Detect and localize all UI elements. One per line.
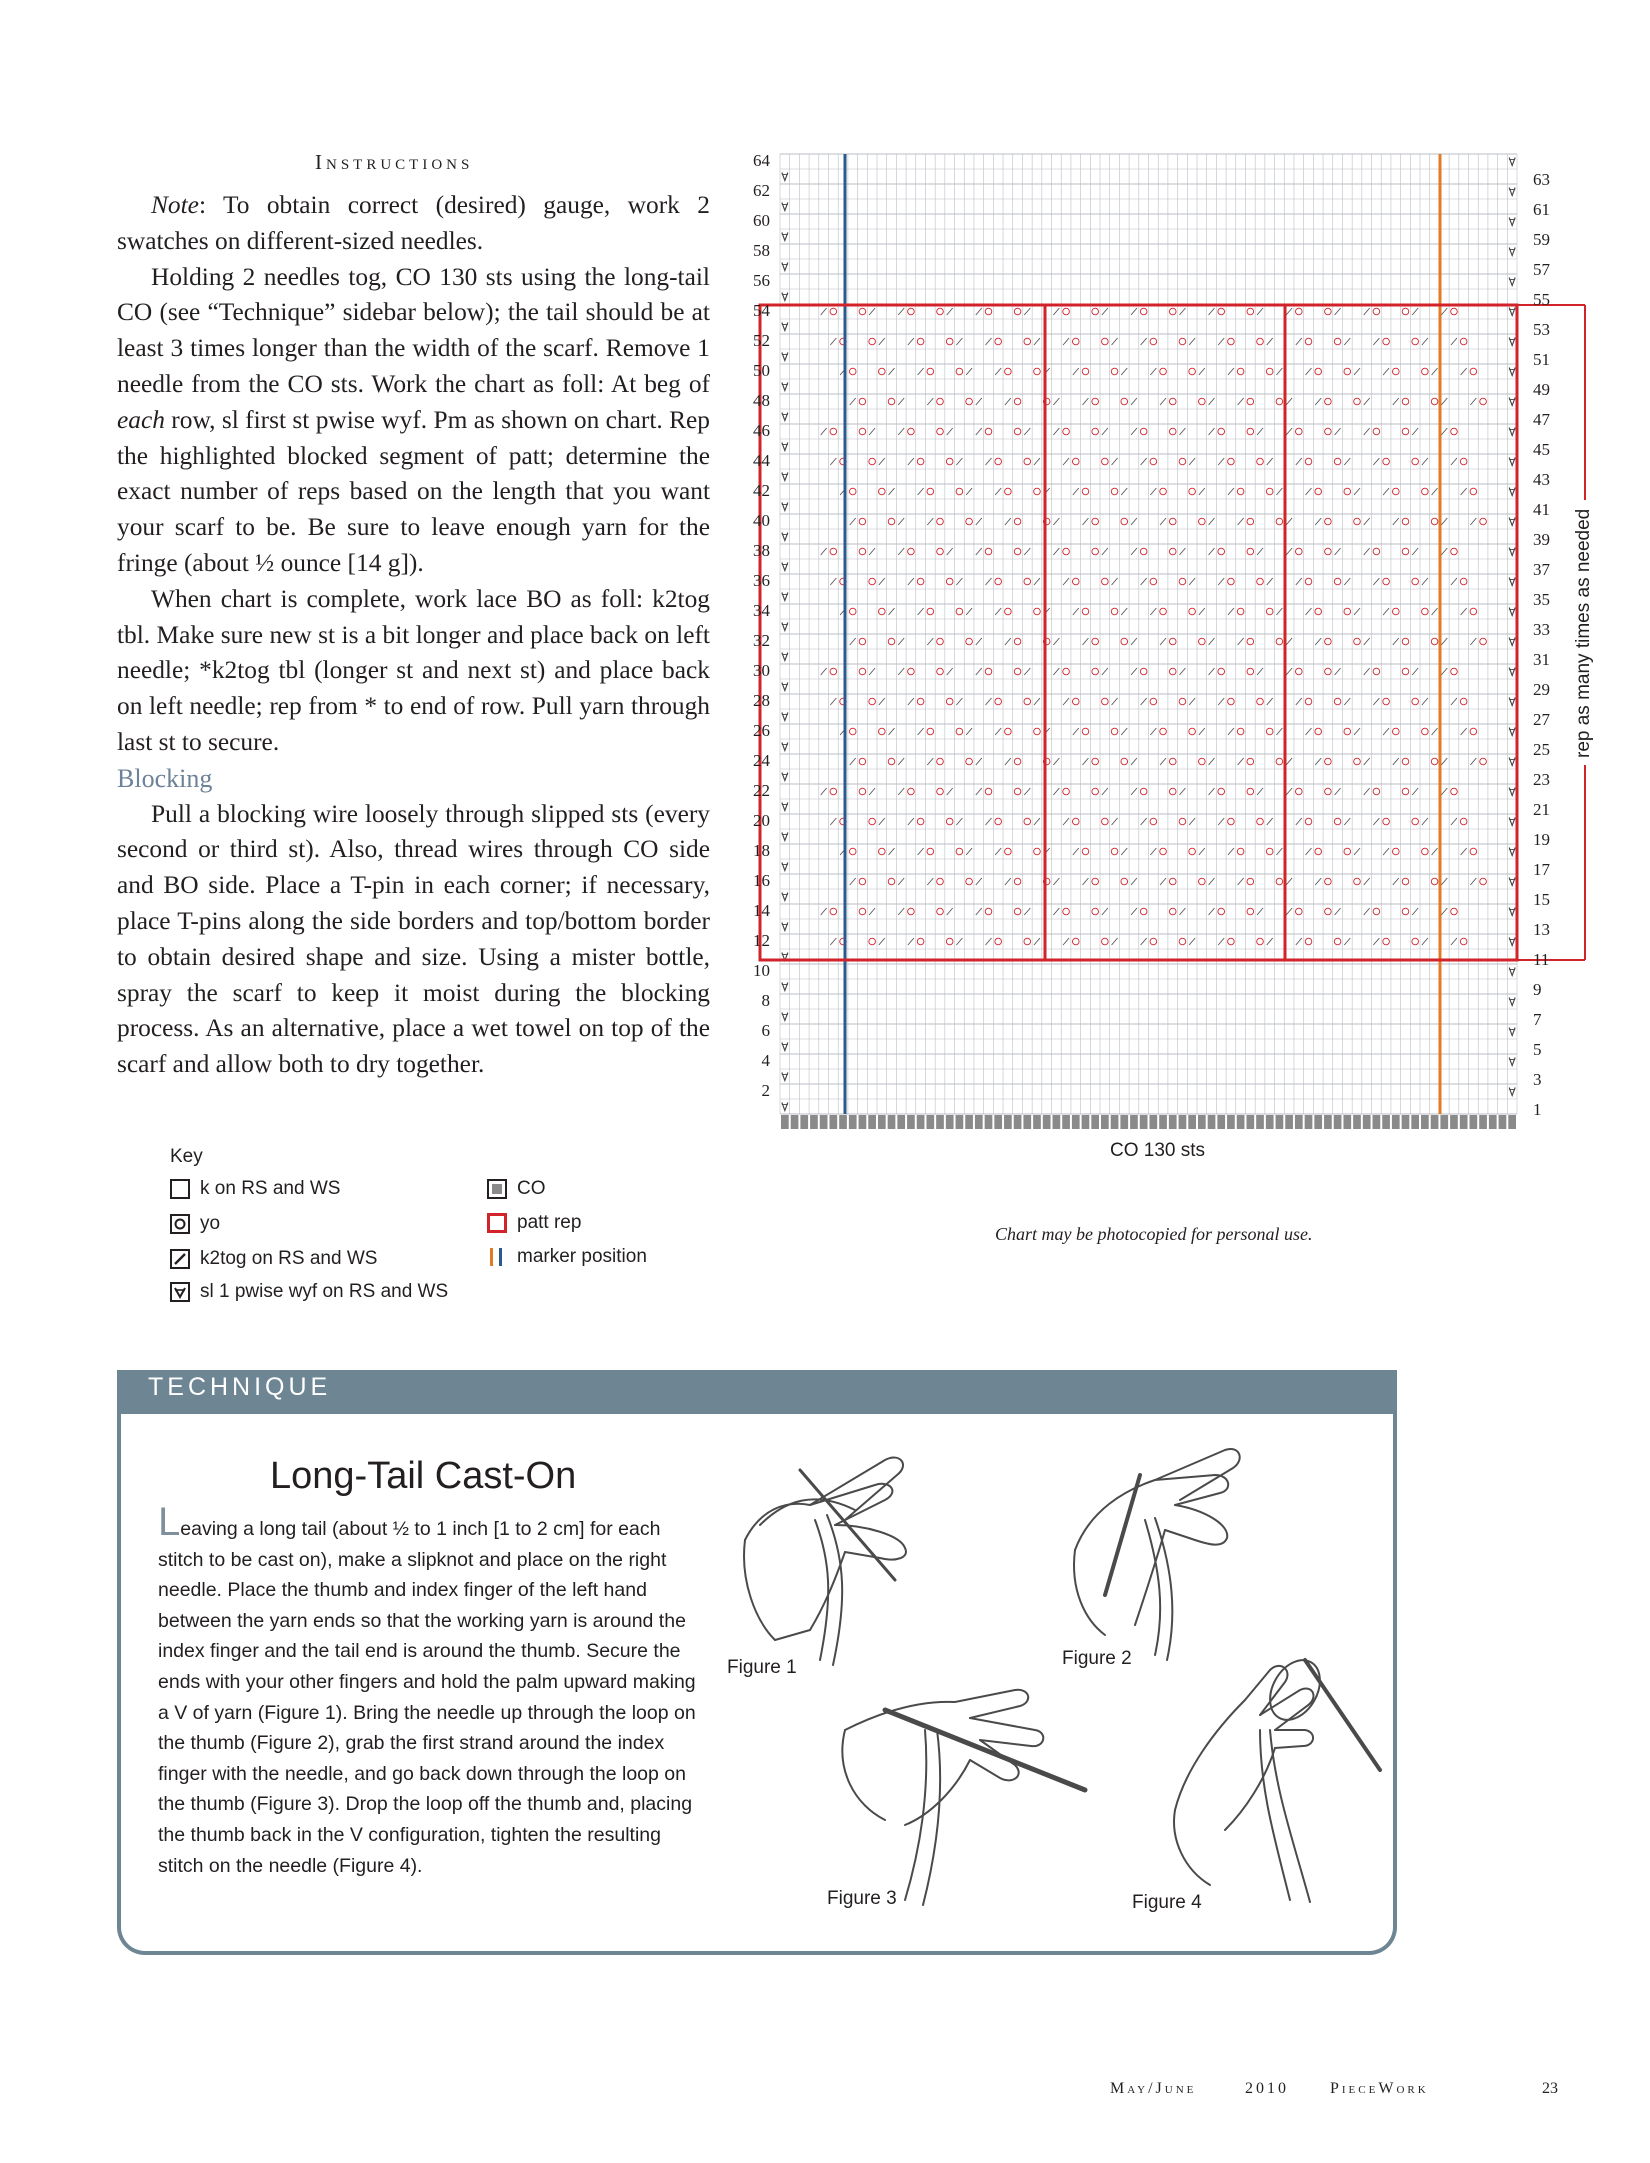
left-row-number: 36 (753, 571, 770, 590)
right-row-number: 23 (1533, 770, 1550, 789)
footer-issue: May/June (1110, 2080, 1197, 2097)
right-row-numbers (1533, 170, 1551, 1119)
key-item-knit (170, 1176, 340, 1202)
left-row-number: 24 (753, 751, 770, 770)
right-row-number: 31 (1533, 650, 1550, 669)
right-row-number: 21 (1533, 800, 1550, 819)
left-row-number: 56 (753, 271, 770, 290)
technique-band-label: TECHNIQUE (148, 1373, 332, 1401)
marker-lines-icon (487, 1247, 507, 1267)
left-row-number: 50 (753, 361, 770, 380)
left-row-number: 58 (753, 241, 770, 260)
key-label-marker: marker position (517, 1246, 647, 1267)
right-row-number: 29 (1533, 680, 1550, 699)
technique-title: Long-Tail Cast-On (270, 1455, 577, 1497)
right-row-number: 43 (1533, 470, 1550, 489)
left-row-number: 8 (761, 991, 770, 1010)
key-item-yo (170, 1211, 220, 1237)
left-row-number: 16 (753, 871, 770, 890)
right-row-number: 55 (1533, 290, 1550, 309)
cast-on-figures (715, 1430, 1375, 1940)
bind-off-paragraph: When chart is complete, work lace BO as foll: k2tog tbl. Make sure new st is a bit longer and place back on left needle; *k2tog tbl (longer st and next st) and place back on left needle; rep from * to end of row. Pull yarn through last st to secure. (117, 584, 710, 756)
cast-on-paragraph (117, 260, 710, 582)
technique-text (158, 1500, 703, 1881)
right-row-number: 33 (1533, 620, 1550, 639)
right-row-number: 47 (1533, 410, 1550, 429)
left-row-number: 26 (753, 721, 770, 740)
left-row-number: 38 (753, 541, 770, 560)
right-row-number: 27 (1533, 710, 1550, 729)
chart-caption: Chart may be photocopied for personal use. (995, 1224, 1313, 1244)
right-row-number: 3 (1533, 1070, 1542, 1089)
right-row-number: 11 (1533, 950, 1550, 969)
left-row-number: 46 (753, 421, 770, 440)
left-row-number: 10 (753, 961, 770, 980)
left-row-number: 60 (753, 211, 770, 230)
left-row-number: 40 (753, 511, 770, 530)
figure-3-label: Figure 3 (827, 1888, 897, 1909)
left-row-numbers (753, 151, 771, 1100)
co-sts-label: CO 130 sts (1110, 1140, 1206, 1161)
right-row-number: 25 (1533, 740, 1550, 759)
left-row-number: 12 (753, 931, 770, 950)
key-item-co (487, 1176, 546, 1202)
left-row-number: 34 (753, 601, 770, 620)
blocking-heading: Blocking (117, 763, 213, 793)
rep-side-label: rep as many times as needed (1573, 508, 1594, 758)
key-item-marker (487, 1244, 647, 1270)
footer-page-number: 23 (1542, 2080, 1558, 2097)
left-row-number: 64 (753, 151, 770, 170)
cast-on-text-b: row, sl first st pwise wyf. Pm as shown on chart. Rep the highlighted blocked segment of patt; determine the exact number of reps based on the length that you want your scarf to be. Be sure to leave enough yarn for the fringe (about ½ ounce [14 g]). (117, 405, 710, 577)
cast-on-text-a: Holding 2 needles tog, CO 130 sts using the long-tail CO (see “Technique” sidebar below); the tail should be at least 3 times longer than the width of the scarf. Remove 1 needle from the CO sts. Work the chart as foll: At beg of (117, 262, 710, 398)
figure-4-illustration (1174, 1651, 1380, 1902)
left-row-number: 42 (753, 481, 770, 500)
right-row-number: 57 (1533, 260, 1550, 279)
drop-cap: L (158, 1500, 181, 1544)
right-row-number: 19 (1533, 830, 1550, 849)
left-row-number: 62 (753, 181, 770, 200)
note-text: : To obtain correct (desired) gauge, work 2 swatches on different-sized needles. (117, 191, 710, 255)
figure-1-label: Figure 1 (727, 1657, 797, 1678)
right-row-number: 63 (1533, 170, 1550, 189)
figure-3-illustration (842, 1690, 1085, 1905)
figure-1-illustration (744, 1458, 906, 1665)
right-row-number: 53 (1533, 320, 1550, 339)
knitting-chart (753, 150, 1640, 1170)
left-row-number: 44 (753, 451, 770, 470)
left-row-number: 22 (753, 781, 770, 800)
key-label-k2tog: k2tog on RS and WS (200, 1248, 378, 1269)
right-row-number: 45 (1533, 440, 1550, 459)
chart-slip-column-left (782, 173, 788, 1111)
left-row-number: 18 (753, 841, 770, 860)
figure-4-label: Figure 4 (1132, 1892, 1202, 1913)
right-row-number: 13 (1533, 920, 1550, 939)
co-square-icon (487, 1179, 507, 1199)
left-row-number: 52 (753, 331, 770, 350)
left-row-number: 48 (753, 391, 770, 410)
right-row-number: 41 (1533, 500, 1550, 519)
k2tog-slash-icon (170, 1249, 190, 1269)
key-label-slip: sl 1 pwise wyf on RS and WS (200, 1281, 449, 1302)
chart-grid (780, 154, 1517, 1114)
right-row-number: 1 (1533, 1100, 1542, 1119)
key-title: Key (170, 1146, 203, 1167)
key-label-knit: k on RS and WS (200, 1178, 341, 1199)
right-row-number: 17 (1533, 860, 1550, 879)
left-row-number: 30 (753, 661, 770, 680)
footer-year: 2010 (1245, 2080, 1289, 2097)
instructions-body (117, 188, 710, 1083)
rep-box-icon (487, 1213, 507, 1233)
chart-co-row (781, 1115, 1516, 1129)
technique-body: eaving a long tail (about ½ to 1 inch [1 to 2 cm] for each stitch to be cast on), make a slipknot and place on the right needle. Place the thumb and index finger of the left hand between the yarn ends so that the working yarn is around the index finger and the tail end is around the thumb. Secure the ends with your other fingers and hold the palm upward making a V of yarn (Figure 1). Bring the needle up through the loop on the thumb (Figure 2), grab the first strand around the index finger with the needle, and go back down through the loop on the thumb (Figure 3). Drop the loop off the thumb and, placing the thumb back in the V configuration, tighten the resulting stitch on the needle (Figure 4). (158, 1518, 696, 1877)
footer-magazine: PieceWork (1330, 2080, 1429, 2097)
right-row-number: 7 (1533, 1010, 1542, 1029)
key-item-k2tog (170, 1246, 377, 1272)
left-row-number: 14 (753, 901, 770, 920)
right-row-number: 9 (1533, 980, 1542, 999)
left-row-number: 54 (753, 301, 770, 320)
patt-rep-box (760, 305, 1517, 960)
figure-2-illustration (1074, 1449, 1240, 1660)
right-row-number: 5 (1533, 1040, 1542, 1059)
right-row-number: 37 (1533, 560, 1550, 579)
instructions-heading: Instructions (315, 150, 474, 174)
figure-2-label: Figure 2 (1062, 1648, 1132, 1669)
right-row-number: 49 (1533, 380, 1550, 399)
note-paragraph (117, 188, 710, 260)
key-label-rep: patt rep (517, 1212, 582, 1233)
chart-lace-pattern (821, 308, 1487, 945)
key-label-yo: yo (200, 1213, 221, 1234)
right-row-number: 39 (1533, 530, 1550, 549)
left-row-number: 4 (761, 1051, 770, 1070)
empty-square-icon (170, 1179, 190, 1199)
right-row-number: 15 (1533, 890, 1550, 909)
right-row-number: 61 (1533, 200, 1550, 219)
note-label: Note (151, 191, 199, 219)
blocking-paragraph: Pull a blocking wire loosely through slipped sts (every second or third st). Also, thread wires through CO side and BO side. Place a T-pin in each corner; if necessary, place T-pins along the side borders and top/bottom border to obtain desired shape and size. Using a mister bottle, spray the scarf to keep it moist during the blocking process. As an alternative, place a wet towel on top of the scarf and allow both to dry together. (117, 799, 710, 1079)
left-row-number: 2 (761, 1081, 770, 1100)
right-row-number: 59 (1533, 230, 1550, 249)
left-row-number: 32 (753, 631, 770, 650)
right-row-number: 35 (1533, 590, 1550, 609)
left-row-number: 28 (753, 691, 770, 710)
key-label-co: CO (517, 1178, 546, 1199)
key-item-rep (487, 1210, 581, 1236)
cast-on-emphasis: each (117, 405, 165, 434)
chart-key (165, 1146, 725, 1316)
yo-circle-icon (170, 1214, 190, 1234)
right-row-number: 51 (1533, 350, 1550, 369)
chart-slip-column-right (1509, 158, 1515, 1096)
left-row-number: 6 (761, 1021, 770, 1040)
key-item-slip (170, 1279, 448, 1305)
slip-v-icon (170, 1282, 190, 1302)
left-row-number: 20 (753, 811, 770, 830)
